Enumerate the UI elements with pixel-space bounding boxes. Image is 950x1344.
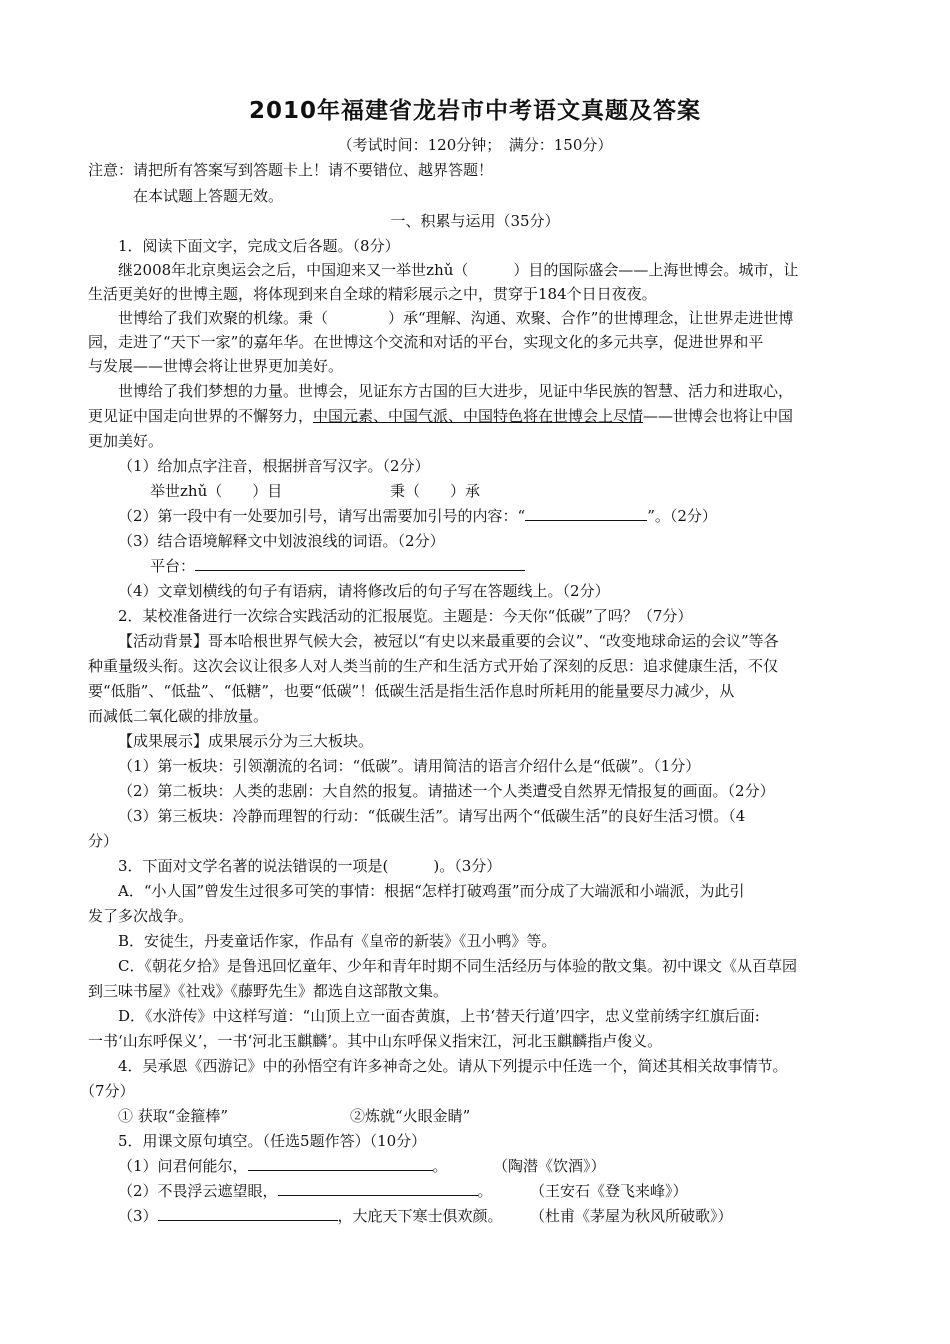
q2-sub-1: （1）第一板块：引领潮流的名词：“低碳”。请用简洁的语言介绍什么是“低碳”。（1分） [118, 757, 701, 775]
q5-item-2-source: （王安石《登飞来峰》） [530, 1182, 688, 1200]
q5-stem: 5．用课文原句填空。（任选5题作答）（10分） [118, 1132, 427, 1150]
q5-item-3-source: （杜甫《茅屋为秋风所破歌》） [530, 1207, 733, 1225]
q1-sub-1: （1）给加点字注音，根据拼音写汉字。（2分） [118, 457, 430, 475]
q1-underlined-sentence: 中国元素、中国气派、中国特色将在世博会上尽情 [313, 407, 644, 425]
q4-stem-cont: （7分） [80, 1082, 135, 1100]
answer-blank[interactable] [278, 1181, 478, 1196]
q3-option-c: C．《朝花夕拾》是鲁迅回忆童年、少年和青年时期不同生活经历与体验的散文集。初中课文《从百草园 [118, 957, 797, 975]
q2-background-line: 而减低二氧化碳的排放量。 [88, 707, 269, 725]
exam-info: （考试时间：120分钟； 满分：150分） [337, 136, 613, 154]
q1-paragraph-line [88, 406, 793, 426]
section-heading: 一、积累与运用（35分） [390, 212, 560, 230]
q1-paragraph-line: 更加美好。 [88, 432, 164, 450]
q2-results-heading: 【成果展示】成果展示分为三大板块。 [118, 732, 374, 750]
q1-paragraph-line: 生活更美好的世博主题，将体现到来自全球的精彩展示之中，贯穿于184个日日夜夜。 [88, 285, 657, 303]
q5-item-2-text: （2）不畏浮云遮望眼， [118, 1182, 278, 1200]
q1-sub-3-answer [150, 556, 525, 576]
q1-text: 更见证中国走向世界的不懈努力， [88, 407, 314, 425]
q2-background-line: 要“低脂”、“低盐”、“低糖”，也要“低碳”！低碳生活是指生活作息时所耗用的能量要尽力减少，从 [88, 682, 735, 700]
q3-option-a-cont: 发了多次战争。 [88, 907, 194, 925]
answer-blank[interactable] [248, 1156, 433, 1171]
answer-blank[interactable] [158, 1206, 338, 1221]
q5-item-1 [118, 1156, 448, 1176]
page-title: 2010年福建省龙岩市中考语文真题及答案 [248, 98, 701, 124]
q1-paragraph-line: 与发展——世博会将让世界更加美好。 [88, 357, 344, 375]
q3-option-d-cont: 一书‘山东呼保义’，一书‘河北玉麒麟’。其中山东呼保义指宋江，河北玉麒麟指卢俊义。 [88, 1032, 663, 1050]
q1-sub-1-item-a: 举世zhǔ（ ）目 [150, 482, 283, 500]
q3-option-d: D．《水浒传》中这样写道：“山顶上立一面杏黄旗，上书‘替天行道’四字，忠义堂前绣字红旗后面: [118, 1007, 760, 1025]
q5-item-1-text: （1）问君何能尔， [118, 1157, 248, 1175]
q1-paragraph-line: 园，走进了“天下一家”的嘉年华。在世博这个交流和对话的平台，实现文化的多元共享，促进世界和平 [88, 333, 764, 351]
q1-sub-2 [118, 506, 717, 526]
q2-sub-3-cont: 分） [88, 832, 119, 850]
q4-stem: 4．吴承恩《西游记》中的孙悟空有许多神奇之处。请从下列提示中任选一个，简述其相关故事情节。 [118, 1057, 788, 1075]
q3-option-c-cont: 到三味书屋》《社戏》《藤野先生》都选自这部散文集。 [88, 982, 449, 1000]
q2-sub-3: （3）第三板块：冷静而理智的行动：“低碳生活”。请写出两个“低碳生活”的良好生活习惯。（4 [118, 807, 746, 825]
q1-paragraph-line: 继2008年北京奥运会之后，中国迎来又一举世zhǔ（ ）目的国际盛会——上海世博会。城市，让 [118, 261, 799, 279]
q1-paragraph-line: 世博给了我们欢聚的机缘。秉（ ）承“理解、沟通、欢聚、合作”的世博理念，让世界走进世博 [118, 309, 794, 327]
q2-sub-2: （2）第二板块：人类的悲剧：大自然的报复。请描述一个人类遭受自然界无情报复的画面。（2分） [118, 782, 775, 800]
q1-sub-3: （3）结合语境解释文中划波浪线的词语。（2分） [118, 532, 445, 550]
q5-item-2-text: 。 [477, 1182, 493, 1200]
q1-text: ——世博会也将让中国 [643, 407, 794, 425]
q5-item-2 [118, 1181, 493, 1201]
notice-line-2: 在本试题上答题无效。 [133, 187, 284, 205]
q5-item-3-text: （3） [118, 1207, 158, 1225]
q5-item-3 [118, 1206, 503, 1226]
q1-sub-3-label: 平台： [150, 557, 196, 575]
q5-item-3-text: ，大庇天下寒士俱欢颜。 [337, 1207, 503, 1225]
q1-sub-2-text: （2）第一段中有一处要加引号，请写出需要加引号的内容：“ [118, 507, 526, 525]
q4-option-1: ① 获取“金箍棒” [118, 1107, 229, 1125]
q4-option-2: ②炼就“火眼金睛” [350, 1107, 471, 1125]
answer-blank[interactable] [525, 506, 647, 521]
notice-line-1: 注意：请把所有答案写到答题卡上！请不要错位、越界答题！ [88, 161, 494, 179]
q1-sub-2-text: ”。（2分） [647, 507, 717, 525]
q1-stem: 1．阅读下面文字，完成文后各题。（8分） [118, 237, 400, 255]
q3-option-a: A．“小人国”曾发生过很多可笑的事情：根据“怎样打破鸡蛋”而分成了大端派和小端派，为此引 [118, 882, 745, 900]
q1-sub-1-item-b: 秉（ ）承 [390, 482, 481, 500]
q5-item-1-text: 。 [432, 1157, 448, 1175]
q5-item-1-source: （陶潜《饮酒》） [493, 1157, 606, 1175]
q3-stem: 3．下面对文学名著的说法错误的一项是( )。（3分） [118, 857, 502, 875]
q1-sub-4: （4）文章划横线的句子有语病，请将修改后的句子写在答题线上。（2分） [118, 582, 610, 600]
q1-paragraph-line: 世博给了我们梦想的力量。世博会，见证东方古国的巨大进步，见证中华民族的智慧、活力和进取心， [118, 382, 794, 400]
q2-background-line: 【活动背景】哥本哈根世界气候大会，被冠以“有史以来最重要的会议”、“改变地球命运的会议”等各 [118, 632, 779, 650]
q3-option-b: B．安徒生，丹麦童话作家，作品有《皇帝的新装》《丑小鸭》等。 [118, 932, 557, 950]
answer-blank[interactable] [195, 556, 525, 571]
q2-background-line: 种重量级头衔。这次会议让很多人对人类当前的生产和生活方式开始了深刻的反思：追求健康生活，不仅 [88, 657, 779, 675]
q2-stem: 2．某校准备进行一次综合实践活动的汇报展览。主题是：今天你“低碳”了吗？（7分） [118, 607, 693, 625]
